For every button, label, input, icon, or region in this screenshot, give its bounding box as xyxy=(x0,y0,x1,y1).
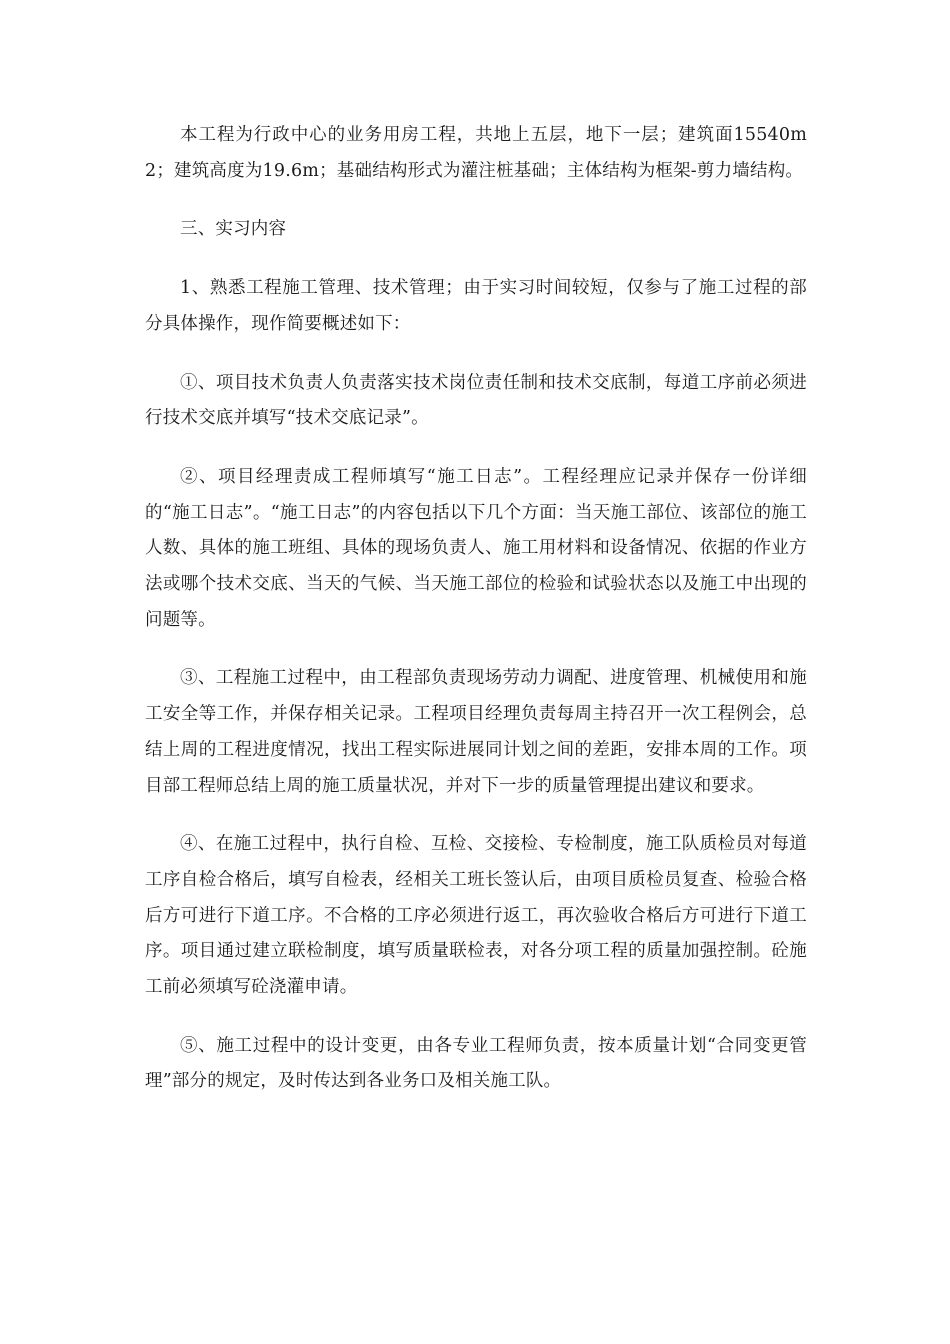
document-body xyxy=(145,118,807,1123)
section-heading-internship-content: 三、实习内容 xyxy=(180,219,287,240)
paragraph-item-circled-4: ④、在施工过程中，执行自检、互检、交接检、专检制度，施工队质检员对每道工序自检合格后，填写自检表，经相关工班长签认后，由项目质检员复查、检验合格后方可进行下道工序。不合格的工序必须进行返工，再次验收合格后方可进行下道工序。项目通过建立联检制度，填写质量联检表，对各分项工程的质量加强控制。砼施工前必须填写砼浇灌申请。 xyxy=(145,834,807,998)
paragraph-item-circled-3: ③、工程施工过程中，由工程部负责现场劳动力调配、进度管理、机械使用和施工安全等工作，并保存相关记录。工程项目经理负责每周主持召开一次工程例会，总结上周的工程进度情况，找出工程实际进展同计划之间的差距，安排本周的工作。项目部工程师总结上周的施工质量状况，并对下一步的质量管理提出建议和要求。 xyxy=(145,668,807,796)
paragraph-item-1: 1、熟悉工程施工管理、技术管理；由于实习时间较短，仅参与了施工过程的部分具体操作，现作简要概述如下： xyxy=(145,278,807,334)
paragraph-item-circled-1: ①、项目技术负责人负责落实技术岗位责任制和技术交底制，每道工序前必须进行技术交底并填写“技术交底记录”。 xyxy=(145,372,807,429)
paragraph-item-circled-5: ⑤、施工过程中的设计变更，由各专业工程师负责，按本质量计划“合同变更管理”部分的规定，及时传达到各业务口及相关施工队。 xyxy=(145,1035,807,1092)
paragraph-item-circled-2: ②、项目经理责成工程师填写“施工日志”。工程经理应记录并保存一份详细的“施工日志”。“施工日志”的内容包括以下几个方面：当天施工部位、该部位的施工人数、具体的施工班组、具体的现场负责人、施工用材料和设备情况、依据的作业方法或哪个技术交底、当天的气候、当天施工部位的检验和试验状态以及施工中出现的问题等。 xyxy=(145,466,807,630)
paragraph-project-overview: 本工程为行政中心的业务用房工程，共地上五层，地下一层；建筑面15540m2；建筑高度为19.6m；基础结构形式为灌注桩基础；主体结构为框架-剪力墙结构。 xyxy=(145,125,807,181)
